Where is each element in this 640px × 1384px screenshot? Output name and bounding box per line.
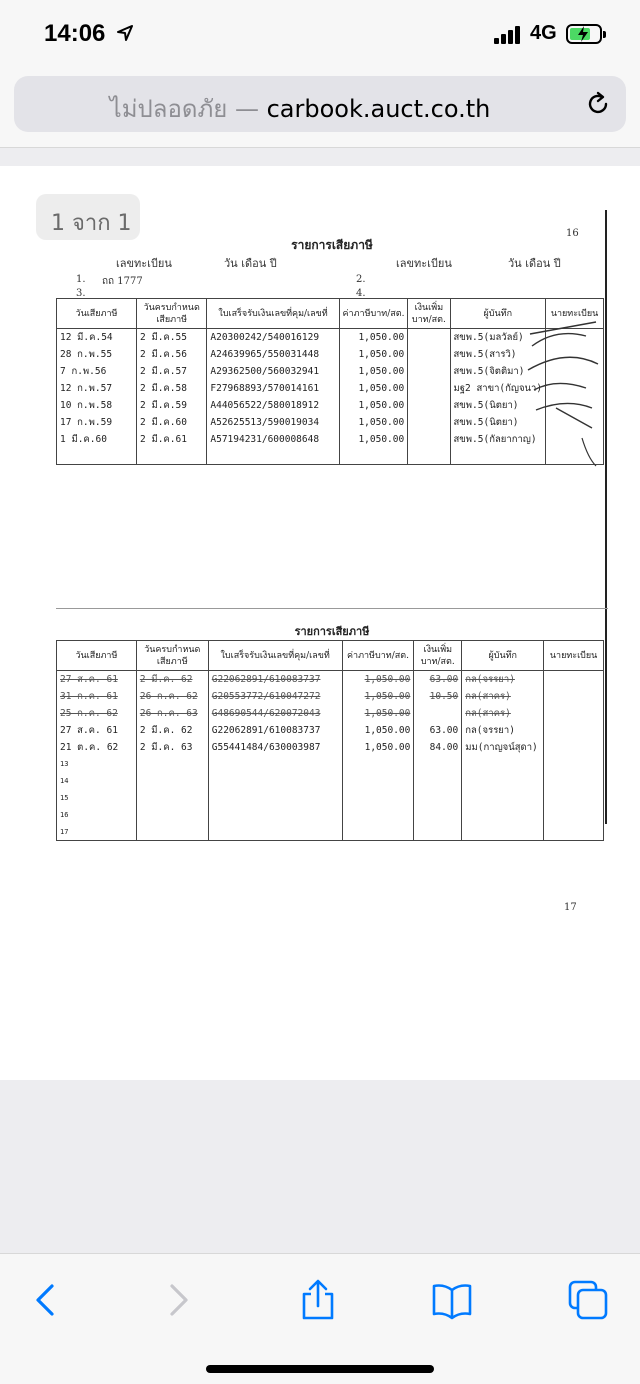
- table-cell-paid: 28 ก.พ.55: [57, 346, 137, 363]
- table-cell-due: 26 ก.ค. 63: [136, 705, 208, 722]
- table-cell-recorder: สขพ.5(กัลยากาญ): [450, 431, 546, 448]
- table-cell-tax: 1,050.00: [339, 363, 407, 380]
- plate-2-no: 2.: [356, 274, 366, 285]
- table-row: [57, 688, 604, 705]
- status-bar: [0, 0, 640, 70]
- table-cell-tax: 1,050.00: [339, 346, 407, 363]
- tabs-icon[interactable]: [566, 1278, 610, 1322]
- plate-label-left: เลขทะเบียน: [116, 257, 172, 270]
- table-cell-empty: [544, 824, 604, 841]
- table-cell-empty: [462, 807, 544, 824]
- table-cell-empty: [462, 824, 544, 841]
- table-cell-recorder: กล(จรรยา): [462, 671, 544, 688]
- table-cell-tax: 1,050.00: [339, 329, 407, 346]
- table-row-empty: [57, 807, 604, 824]
- plate-label-right: เลขทะเบียน: [396, 257, 452, 270]
- registrar-signatures: [526, 318, 608, 468]
- date-label-right: วัน เดือน ปี: [508, 257, 561, 270]
- table-cell-recorder: กล(จรรยา): [462, 722, 544, 739]
- location-arrow-icon: [117, 25, 133, 41]
- table-cell-paid: 25 ก.ค. 62: [57, 705, 137, 722]
- table-cell-recorder: กล(สาคร): [462, 705, 544, 722]
- table-row: [57, 380, 604, 397]
- table-cell-tax: 1,050.00: [342, 671, 414, 688]
- table-cell-paid: 21 ต.ค. 62: [57, 739, 137, 756]
- table-cell-empty: [342, 773, 414, 790]
- table-cell-receipt: F27968893/570014161: [207, 380, 339, 397]
- col2-extra: เงินเพิ่มบาท/สต.: [414, 641, 462, 671]
- table-cell-paid: 27 ส.ค. 61: [57, 671, 137, 688]
- table-cell-registrar: [544, 705, 604, 722]
- table-cell-empty: [414, 824, 462, 841]
- table-row: [57, 705, 604, 722]
- table-cell-due: 2 มี.ค.59: [137, 397, 207, 414]
- col-registrar: นายทะเบียน: [546, 299, 604, 329]
- table-cell-recorder: สขพ.5(มลวัลย์): [450, 329, 546, 346]
- table-cell-paid: 17 ก.พ.59: [57, 414, 137, 431]
- table-cell-recorder: สขพ.5(จิตติมา): [450, 363, 546, 380]
- table-cell-empty: [462, 773, 544, 790]
- table-cell-receipt: A44056522/580018912: [207, 397, 339, 414]
- table-cell-empty: [208, 773, 342, 790]
- row-number: 15: [57, 790, 137, 807]
- address-bar[interactable]: [14, 76, 626, 132]
- table-cell-tax: 1,050.00: [339, 414, 407, 431]
- table-cell-extra: [408, 329, 450, 346]
- table-row-empty: [57, 756, 604, 773]
- table-cell-due: 2 มี.ค.58: [137, 380, 207, 397]
- row-number: 13: [57, 756, 137, 773]
- status-time: 14:06: [44, 20, 106, 47]
- forward-icon[interactable]: [156, 1278, 200, 1322]
- url-domain: carbook.auct.co.th: [266, 95, 491, 123]
- table-cell-empty: [136, 824, 208, 841]
- web-content: [0, 148, 640, 1253]
- table-cell-paid: 7 ก.พ.56: [57, 363, 137, 380]
- share-icon[interactable]: [296, 1278, 340, 1322]
- table-cell-extra: [408, 414, 450, 431]
- plate-1-value: ถถ 1777: [102, 276, 143, 287]
- table-cell-empty: [342, 807, 414, 824]
- page-number-top: 16: [566, 228, 579, 239]
- table-cell-empty: [208, 824, 342, 841]
- table-cell-empty: [462, 790, 544, 807]
- table-cell-empty: [462, 756, 544, 773]
- tax-table-1: [56, 298, 604, 465]
- table-cell-empty: [544, 756, 604, 773]
- table-cell-tax: 1,050.00: [342, 739, 414, 756]
- row-number: 17: [57, 824, 137, 841]
- table-row-empty: [57, 824, 604, 841]
- table-cell-empty: [544, 773, 604, 790]
- table-cell-extra: 63.00: [414, 722, 462, 739]
- table-cell-receipt: A57194231/600008648: [207, 431, 339, 448]
- table-cell-recorder: มม(กาญจน์สุดา): [462, 739, 544, 756]
- plate-4-no: 4.: [356, 288, 366, 299]
- table-cell-recorder: สขพ.5(นิตยา): [450, 397, 546, 414]
- table-cell-registrar: [544, 739, 604, 756]
- table-cell-tax: 1,050.00: [339, 380, 407, 397]
- table-cell-registrar: [544, 671, 604, 688]
- table-cell-empty: [207, 448, 339, 465]
- table-row: [57, 363, 604, 380]
- table-cell-empty: [414, 807, 462, 824]
- table-cell-receipt: A24639965/550031448: [207, 346, 339, 363]
- table-cell-receipt: G20553772/610047272: [208, 688, 342, 705]
- table-cell-paid: 10 ก.พ.58: [57, 397, 137, 414]
- table-cell-due: 2 มี.ค.55: [137, 329, 207, 346]
- table-cell-empty: [414, 756, 462, 773]
- table-cell-paid: 1 มี.ค.60: [57, 431, 137, 448]
- table-cell-due: 2 มี.ค.57: [137, 363, 207, 380]
- table-cell-extra: [408, 363, 450, 380]
- col-recorder: ผู้บันทึก: [450, 299, 546, 329]
- table-cell-paid: 12 มี.ค.54: [57, 329, 137, 346]
- table-row: [57, 671, 604, 688]
- table-cell-recorder: สขพ.5(สารวิ): [450, 346, 546, 363]
- table-cell-due: 2 มี.ค. 63: [136, 739, 208, 756]
- table-row: [57, 329, 604, 346]
- table-cell-paid: 27 ส.ค. 61: [57, 722, 137, 739]
- row-number: 16: [57, 807, 137, 824]
- table-cell-tax: 1,050.00: [339, 431, 407, 448]
- col2-tax: ค่าภาษีบาท/สต.: [342, 641, 414, 671]
- table-cell-tax: 1,050.00: [339, 397, 407, 414]
- tax-table-2: [56, 640, 604, 841]
- back-icon[interactable]: [24, 1278, 68, 1322]
- table-cell-registrar: [544, 722, 604, 739]
- table-cell-empty: [208, 756, 342, 773]
- table-cell-tax: 1,050.00: [342, 722, 414, 739]
- table-row: [57, 739, 604, 756]
- table-cell-extra: [408, 397, 450, 414]
- section-title-1: รายการเสียภาษี: [291, 238, 373, 252]
- col-receipt: ใบเสร็จรับเงินเลขที่คุม/เลขที่: [207, 299, 339, 329]
- page-number-bottom: 17: [564, 902, 577, 913]
- table-cell-receipt: A52625513/590019034: [207, 414, 339, 431]
- table-cell-extra: [408, 380, 450, 397]
- table-cell-empty: [342, 756, 414, 773]
- table-cell-due: 2 มี.ค. 62: [136, 722, 208, 739]
- table-cell-empty: [544, 807, 604, 824]
- table-cell-empty: [414, 773, 462, 790]
- table-row-empty: [57, 448, 604, 465]
- table-cell-recorder: สขพ.5(นิตยา): [450, 414, 546, 431]
- row-number: 14: [57, 773, 137, 790]
- table-cell-empty: [137, 448, 207, 465]
- home-indicator: [206, 1365, 434, 1373]
- table-cell-due: 2 มี.ค.56: [137, 346, 207, 363]
- battery-icon: [566, 24, 602, 44]
- table-cell-empty: [208, 790, 342, 807]
- table-cell-receipt: A20300242/540016129: [207, 329, 339, 346]
- table-cell-paid: 12 ก.พ.57: [57, 380, 137, 397]
- col-extra: เงินเพิ่มบาท/สต.: [408, 299, 450, 329]
- bookmarks-icon[interactable]: [430, 1278, 474, 1322]
- table-cell-empty: [342, 824, 414, 841]
- table-cell-empty: [342, 790, 414, 807]
- table-cell-empty: [544, 790, 604, 807]
- table-cell-receipt: G22062891/610083737: [208, 722, 342, 739]
- section-title-2: รายการเสียภาษี: [294, 625, 370, 638]
- table-cell-empty: [339, 448, 407, 465]
- table-row: [57, 397, 604, 414]
- pdf-page-counter: 1 จาก 1: [36, 194, 140, 240]
- table-cell-receipt: G22062891/610083737: [208, 671, 342, 688]
- table-cell-receipt: A29362500/560032941: [207, 363, 339, 380]
- col-due-date: วันครบกำหนดเสียภาษี: [137, 299, 207, 329]
- table-cell-due: 2 มี.ค.61: [137, 431, 207, 448]
- browser-address-area: [0, 70, 640, 148]
- table-cell-due: 2 มี.ค. 62: [136, 671, 208, 688]
- table-row-empty: [57, 773, 604, 790]
- table-cell-tax: 1,050.00: [342, 688, 414, 705]
- table-cell-empty: [408, 448, 450, 465]
- url-text[interactable]: [14, 89, 586, 128]
- plate-3-no: 3.: [76, 288, 86, 299]
- col2-recorder: ผู้บันทึก: [462, 641, 544, 671]
- table-cell-extra: 63.00: [414, 671, 462, 688]
- pdf-page: [0, 166, 640, 1080]
- table-cell-extra: [414, 705, 462, 722]
- table-row-empty: [57, 790, 604, 807]
- not-secure-label: ไม่ปลอดภัย —: [109, 95, 259, 123]
- date-label-left: วัน เดือน ปี: [224, 257, 277, 270]
- network-type: 4G: [530, 22, 557, 44]
- table-cell-receipt: G48690544/620072043: [208, 705, 342, 722]
- col2-due-date: วันครบกำหนดเสียภาษี: [136, 641, 208, 671]
- table-cell-extra: 84.00: [414, 739, 462, 756]
- table-cell-extra: [408, 346, 450, 363]
- table-cell-tax: 1,050.00: [342, 705, 414, 722]
- table-cell-recorder: กล(สาคร): [462, 688, 544, 705]
- col2-receipt: ใบเสร็จรับเงินเลขที่คุม/เลขที่: [208, 641, 342, 671]
- table-cell-recorder: มฐ2 สาขา(กัญจนา): [450, 380, 546, 397]
- reload-icon[interactable]: [584, 90, 612, 118]
- table-cell-receipt: G55441484/630003987: [208, 739, 342, 756]
- table-cell-empty: [136, 807, 208, 824]
- plate-1-no: 1.: [76, 274, 86, 285]
- col-tax: ค่าภาษีบาท/สต.: [339, 299, 407, 329]
- table-cell-registrar: [544, 688, 604, 705]
- table-row: [57, 431, 604, 448]
- table-cell-due: 26 ก.ค. 62: [136, 688, 208, 705]
- table-cell-empty: [208, 807, 342, 824]
- table-cell-empty: [136, 756, 208, 773]
- table-cell-empty: [136, 790, 208, 807]
- col-paid-date: วันเสียภาษี: [57, 299, 137, 329]
- table-cell-paid: 31 ก.ค. 61: [57, 688, 137, 705]
- table-cell-extra: 10.50: [414, 688, 462, 705]
- browser-toolbar: [0, 1253, 640, 1384]
- table-cell-empty: [414, 790, 462, 807]
- col2-registrar: นายทะเบียน: [544, 641, 604, 671]
- table-row: [57, 414, 604, 431]
- table-cell-due: 2 มี.ค.60: [137, 414, 207, 431]
- signal-strength-icon: [494, 26, 522, 44]
- table-cell-extra: [408, 431, 450, 448]
- col2-paid-date: วันเสียภาษี: [57, 641, 137, 671]
- table-cell-empty: [57, 448, 137, 465]
- table-cell-empty: [136, 773, 208, 790]
- table-row: [57, 722, 604, 739]
- table-row: [57, 346, 604, 363]
